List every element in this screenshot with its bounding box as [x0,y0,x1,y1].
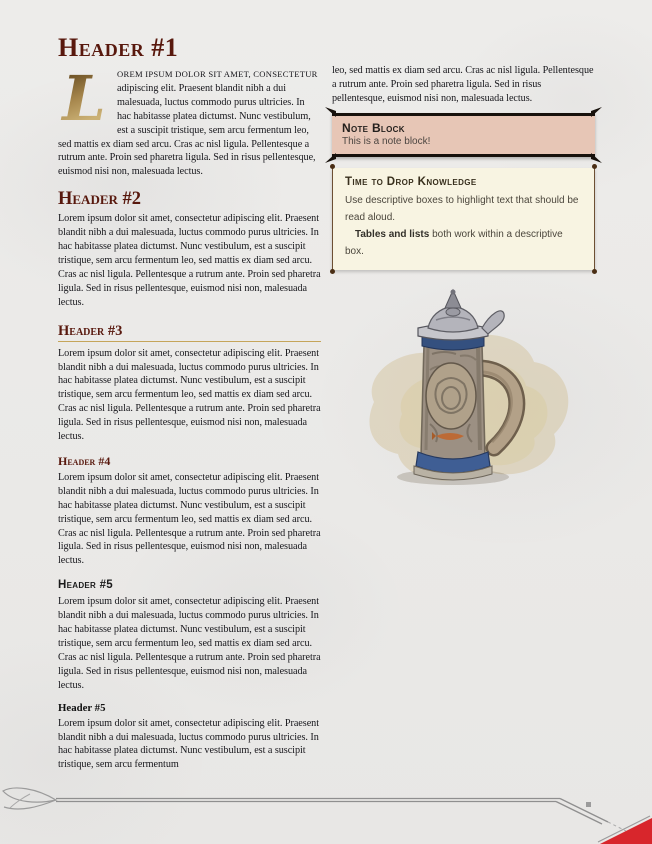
bold-lead: Tables and lists [355,228,430,240]
right-column [332,64,595,501]
note-block-body: This is a note block! [342,135,431,147]
paragraph: Lorem ipsum dolor sit amet, consectetur adipiscing elit. Praesent blandit nibh a dui malesuada, luctus commodo purus ultricies. In hac habitasse platea dictumst. Nunc vestibulum, est a suscipit tristique, sem arcu fermentum leo, sed mattis ex diam sed arcu. Cras ac nisl ligula. Pellentesque a rutrum ante. Proin sed pharetra ligula. Sed in risus pellentesque, euismod nisi non, malesuada lectus. [58,347,321,443]
header-2: Header #2 [58,189,142,210]
corner-dot-icon [330,164,335,169]
paragraph-text: adipiscing elit. Praesent blandit nibh a dui malesuada, luctus commodo purus ultricies. In hac habitasse platea dictumst. Nunc vestibulum, est a suscipit tristique, sem arcu fermentum leo, sed mattis ex diam sed arcu. Cras ac nisl ligula. Pellentesque a rutrum ante. Proin sed pharetra ligula. Sed in risus pellentesque, euismod nisi non, malesuada lectus. [58,82,316,178]
note-corner-icon [325,153,336,163]
header-5: Header #5 [58,579,113,592]
corner-dot-icon [330,269,335,274]
line-rest: both work within a descriptive box. [345,228,563,257]
corner-dot-icon [592,164,597,169]
footer-flourish [0,780,652,844]
note-block [332,113,595,157]
descriptive-box-title: Time to Drop Knowledge [345,175,477,188]
note-corner-icon [591,107,602,117]
dropcap-paragraph [58,62,321,179]
corner-dot-icon [592,269,597,274]
paragraph: Lorem ipsum dolor sit amet, consectetur adipiscing elit. Praesent blandit nibh a dui malesuada, luctus commodo purus ultricies. In hac habitasse platea dictumst. Nunc vestibulum, est a suscipit tristique, sem arcu fermentum leo, sed mattis ex diam sed arcu. Cras ac nisl ligula. Pellentesque a rutrum ante. Proin sed pharetra ligula. Sed in risus pellentesque, euismod nisi non, malesuada lectus. [58,596,321,691]
overflow-paragraph: leo, sed mattis ex diam sed arcu. Cras ac nisl ligula. Pellentesque a rutrum ante. Proin sed pharetra ligula. Sed in risus pellentesque, euismod nisi non, malesuada lectus. [332,65,594,104]
header-4: Header #4 [58,453,111,468]
drop-cap-letter: L [58,71,110,127]
lead-small-caps: OREM IPSUM DOLOR SIT AMET, CONSECTETUR [117,69,318,79]
header-5-bold: Header #5 [58,701,106,714]
header-1: Header #1 [58,33,179,62]
note-corner-icon [591,153,602,163]
paragraph: Lorem ipsum dolor sit amet, consectetur adipiscing elit. Praesent blandit nibh a dui malesuada, luctus commodo purus ultricies. In hac habitasse platea dictumst. Nunc vestibulum, est a suscipit tristique, sem arcu fermentum leo, sed mattis ex diam sed arcu. Cras ac nisl ligula. Pellentesque a rutrum ante. Proin sed pharetra ligula. Sed in risus pellentesque, euismod nisi non, malesuada lectus. [58,471,321,567]
note-corner-icon [325,107,336,117]
descriptive-box-line: Use descriptive boxes to highlight text that should be read aloud. [345,194,579,223]
paragraph-truncated: Lorem ipsum dolor sit amet, consectetur adipiscing elit. Praesent blandit nibh a dui malesuada, luctus commodo purus ultricies. In hac habitasse platea dictumst. Nunc vestibulum, est a suscipit tristique, sem arcu fermentum [58,717,319,771]
beer-stein-illustration [332,284,595,496]
descriptive-box [332,168,595,270]
left-column [58,34,321,775]
paragraph: Lorem ipsum dolor sit amet, consectetur adipiscing elit. Praesent blandit nibh a dui malesuada, luctus commodo purus ultricies. In hac habitasse platea dictumst. Nunc vestibulum, est a suscipit tristique, sem arcu fermentum leo, sed mattis ex diam sed arcu. Cras ac nisl ligula. Pellentesque a rutrum ante. Proin sed pharetra ligula. Sed in risus pellentesque, euismod nisi non, malesuada lectus. [58,213,321,308]
descriptive-box-line [345,226,582,260]
header-3: Header #3 [58,322,321,342]
note-block-title: Note Block [342,120,405,135]
